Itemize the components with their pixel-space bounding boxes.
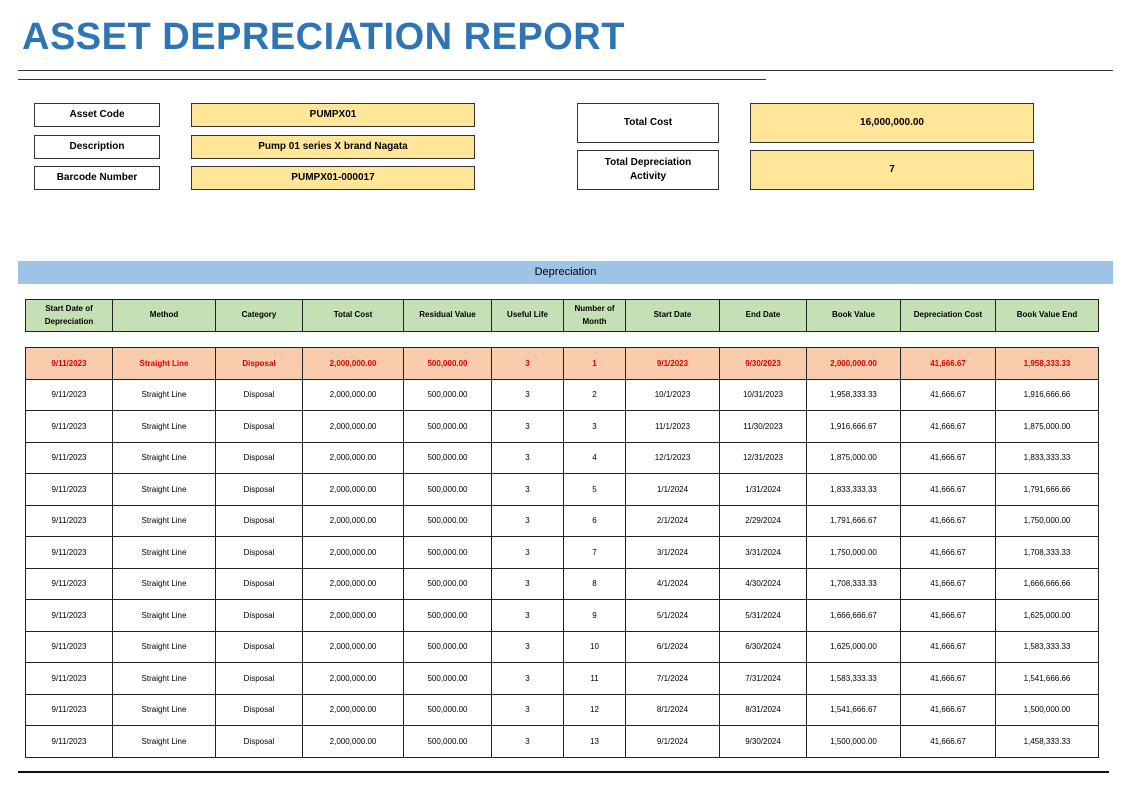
table-cell: 1,916,666.66 [996, 379, 1099, 411]
table-row [26, 537, 1099, 569]
table-cell: 2,000,000.00 [303, 505, 404, 537]
table-cell: 9/1/2024 [626, 726, 720, 758]
table-cell: 500,000.00 [404, 379, 492, 411]
table-cell: 41,666.67 [901, 411, 996, 443]
table-cell: 500,000.00 [404, 474, 492, 506]
table-cell: 2,000,000.00 [303, 379, 404, 411]
depreciation-section-header: Depreciation [18, 261, 1113, 284]
table-cell: 1,625,000.00 [807, 631, 901, 663]
table-row [26, 411, 1099, 443]
table-cell: Straight Line [113, 726, 216, 758]
table-cell: 3 [492, 442, 564, 474]
table-cell: 9/11/2023 [26, 348, 113, 380]
column-header: Book Value End [996, 300, 1099, 332]
table-cell: 9/11/2023 [26, 537, 113, 569]
table-cell: 2,000,000.00 [303, 694, 404, 726]
table-cell: Straight Line [113, 379, 216, 411]
table-cell: 1,666,666.67 [807, 600, 901, 632]
table-cell: 3 [492, 631, 564, 663]
table-cell: 6/30/2024 [720, 631, 807, 663]
table-cell: 9/11/2023 [26, 694, 113, 726]
table-cell: 500,000.00 [404, 537, 492, 569]
column-header: Start Date [626, 300, 720, 332]
table-cell: 500,000.00 [404, 442, 492, 474]
description-label: Description [34, 135, 160, 159]
total-cost-label: Total Cost [577, 103, 719, 143]
column-header: Useful Life [492, 300, 564, 332]
asset-code-value: PUMPX01 [191, 103, 475, 127]
footer-divider [18, 771, 1109, 773]
table-cell: 3 [492, 568, 564, 600]
table-header-row [26, 300, 1099, 332]
table-cell: 3 [492, 694, 564, 726]
table-cell: 3 [492, 726, 564, 758]
table-cell: 9/11/2023 [26, 474, 113, 506]
table-cell: 3/31/2024 [720, 537, 807, 569]
table-cell: 1/1/2024 [626, 474, 720, 506]
table-cell: 9/11/2023 [26, 600, 113, 632]
table-cell: Disposal [216, 631, 303, 663]
table-cell: 9/11/2023 [26, 505, 113, 537]
table-cell: 9/30/2023 [720, 348, 807, 380]
table-cell: Straight Line [113, 663, 216, 695]
table-cell: 12 [564, 694, 626, 726]
table-cell: 3 [492, 600, 564, 632]
table-cell: 1,833,333.33 [996, 442, 1099, 474]
asset-code-label: Asset Code [34, 103, 160, 127]
table-cell: 41,666.67 [901, 348, 996, 380]
column-header: End Date [720, 300, 807, 332]
table-cell: 4/30/2024 [720, 568, 807, 600]
table-cell: 41,666.67 [901, 505, 996, 537]
table-cell: 7/31/2024 [720, 663, 807, 695]
table-cell: 2,000,000.00 [303, 537, 404, 569]
table-cell: 9/11/2023 [26, 726, 113, 758]
table-row [26, 505, 1099, 537]
table-cell: 500,000.00 [404, 663, 492, 695]
table-cell: 1,583,333.33 [807, 663, 901, 695]
table-cell: 1,500,000.00 [996, 694, 1099, 726]
table-cell: 1,875,000.00 [807, 442, 901, 474]
table-cell: Straight Line [113, 568, 216, 600]
table-cell: Disposal [216, 600, 303, 632]
table-cell: Disposal [216, 411, 303, 443]
table-cell: Disposal [216, 663, 303, 695]
table-cell: 2,000,000.00 [303, 442, 404, 474]
table-cell: 2,000,000.00 [303, 600, 404, 632]
table-cell: 3/1/2024 [626, 537, 720, 569]
table-cell: 500,000.00 [404, 694, 492, 726]
table-cell: 3 [492, 505, 564, 537]
table-cell: 10/1/2023 [626, 379, 720, 411]
table-cell: 500,000.00 [404, 600, 492, 632]
table-cell: 1,541,666.67 [807, 694, 901, 726]
table-cell: 3 [492, 474, 564, 506]
table-cell: 500,000.00 [404, 631, 492, 663]
table-cell: 9/11/2023 [26, 442, 113, 474]
table-cell: 2/1/2024 [626, 505, 720, 537]
column-header: Method [113, 300, 216, 332]
table-cell: 500,000.00 [404, 411, 492, 443]
title-divider [18, 70, 1113, 71]
table-cell: 10/31/2023 [720, 379, 807, 411]
table-cell: 4/1/2024 [626, 568, 720, 600]
table-cell: 12/1/2023 [626, 442, 720, 474]
depreciation-table [25, 299, 1099, 758]
table-cell: 2,000,000.00 [303, 474, 404, 506]
table-cell: 1,875,000.00 [996, 411, 1099, 443]
table-row [26, 663, 1099, 695]
table-cell: 3 [492, 348, 564, 380]
total-depreciation-label-line1: Total Depreciation [604, 156, 692, 168]
table-cell: 3 [492, 379, 564, 411]
table-cell: 9/11/2023 [26, 379, 113, 411]
table-cell: 11/30/2023 [720, 411, 807, 443]
table-cell: Straight Line [113, 537, 216, 569]
report-title: ASSET DEPRECIATION REPORT [22, 16, 625, 58]
column-header: Depreciation Cost [901, 300, 996, 332]
table-cell: Disposal [216, 726, 303, 758]
table-cell: 1,708,333.33 [807, 568, 901, 600]
table-cell: 41,666.67 [901, 379, 996, 411]
table-cell: 9/11/2023 [26, 631, 113, 663]
table-cell: Disposal [216, 379, 303, 411]
table-cell: 500,000.00 [404, 726, 492, 758]
total-cost-value: 16,000,000.00 [750, 103, 1034, 143]
table-cell: 8 [564, 568, 626, 600]
table-cell: 41,666.67 [901, 694, 996, 726]
table-cell: 1,958,333.33 [996, 348, 1099, 380]
table-cell: Disposal [216, 568, 303, 600]
table-spacer [26, 332, 1099, 348]
table-cell: 7 [564, 537, 626, 569]
table-cell: 41,666.67 [901, 631, 996, 663]
table-row [26, 474, 1099, 506]
table-row [26, 379, 1099, 411]
table-row-highlighted [26, 348, 1099, 380]
table-cell: Disposal [216, 505, 303, 537]
table-cell: 3 [492, 537, 564, 569]
table-cell: 1,541,666.66 [996, 663, 1099, 695]
table-cell: 1,916,666.67 [807, 411, 901, 443]
table-cell: 41,666.67 [901, 474, 996, 506]
title-divider-secondary [18, 79, 766, 80]
table-cell: 1,791,666.66 [996, 474, 1099, 506]
table-cell: 1,750,000.00 [807, 537, 901, 569]
table-cell: 1,458,333.33 [996, 726, 1099, 758]
table-cell: Straight Line [113, 442, 216, 474]
table-row [26, 726, 1099, 758]
table-cell: 2,000,000.00 [303, 568, 404, 600]
table-cell: 2,000,000.00 [303, 631, 404, 663]
table-cell: 1,750,000.00 [996, 505, 1099, 537]
table-cell: 5/1/2024 [626, 600, 720, 632]
table-cell: 5 [564, 474, 626, 506]
table-cell: 41,666.67 [901, 537, 996, 569]
table-cell: 1,791,666.67 [807, 505, 901, 537]
table-cell: 1,833,333.33 [807, 474, 901, 506]
table-cell: 2/29/2024 [720, 505, 807, 537]
table-row [26, 694, 1099, 726]
table-cell: 2,000,000.00 [303, 411, 404, 443]
total-depreciation-label-line2: Activity [629, 171, 667, 182]
table-cell: 6/1/2024 [626, 631, 720, 663]
column-header: Number of Month [564, 300, 626, 332]
table-cell: Disposal [216, 694, 303, 726]
table-cell: 6 [564, 505, 626, 537]
table-cell: Straight Line [113, 600, 216, 632]
column-header: Start Date of Depreciation [26, 300, 113, 332]
total-depreciation-value: 7 [750, 150, 1034, 190]
table-row [26, 568, 1099, 600]
table-cell: 2,000,000.00 [303, 663, 404, 695]
column-header: Total Cost [303, 300, 404, 332]
table-cell: 13 [564, 726, 626, 758]
total-depreciation-label [577, 150, 719, 190]
table-row [26, 631, 1099, 663]
table-cell: 41,666.67 [901, 600, 996, 632]
table-cell: 1,500,000.00 [807, 726, 901, 758]
table-cell: 3 [492, 411, 564, 443]
table-cell: Straight Line [113, 505, 216, 537]
table-cell: 41,666.67 [901, 568, 996, 600]
table-cell: 1,708,333.33 [996, 537, 1099, 569]
table-cell: 8/31/2024 [720, 694, 807, 726]
barcode-label: Barcode Number [34, 166, 160, 190]
table-cell: 9/1/2023 [626, 348, 720, 380]
table-cell: 2,000,000.00 [303, 726, 404, 758]
column-header: Book Value [807, 300, 901, 332]
table-cell: 1 [564, 348, 626, 380]
table-cell: 1,958,333.33 [807, 379, 901, 411]
table-cell: 1,583,333.33 [996, 631, 1099, 663]
table-cell: 41,666.67 [901, 442, 996, 474]
table-cell: 9/11/2023 [26, 568, 113, 600]
column-header: Residual Value [404, 300, 492, 332]
table-cell: 9 [564, 600, 626, 632]
table-cell: 41,666.67 [901, 663, 996, 695]
table-row [26, 442, 1099, 474]
table-cell: 1/31/2024 [720, 474, 807, 506]
table-cell: 4 [564, 442, 626, 474]
table-cell: Disposal [216, 537, 303, 569]
table-cell: 2 [564, 379, 626, 411]
table-cell: 8/1/2024 [626, 694, 720, 726]
table-cell: 2,000,000.00 [807, 348, 901, 380]
table-cell: 7/1/2024 [626, 663, 720, 695]
table-cell: Disposal [216, 442, 303, 474]
table-cell: 9/11/2023 [26, 411, 113, 443]
table-cell: 9/11/2023 [26, 663, 113, 695]
table-cell: Straight Line [113, 694, 216, 726]
table-cell: 3 [492, 663, 564, 695]
table-cell: Straight Line [113, 474, 216, 506]
barcode-value: PUMPX01-000017 [191, 166, 475, 190]
table-cell: Straight Line [113, 631, 216, 663]
table-cell: 1,625,000.00 [996, 600, 1099, 632]
table-cell: 11/1/2023 [626, 411, 720, 443]
table-cell: 500,000.00 [404, 505, 492, 537]
description-value: Pump 01 series X brand Nagata [191, 135, 475, 159]
table-cell: Straight Line [113, 348, 216, 380]
table-cell: Disposal [216, 348, 303, 380]
table-cell: Straight Line [113, 411, 216, 443]
table-cell: 2,000,000.00 [303, 348, 404, 380]
table-cell: 3 [564, 411, 626, 443]
table-cell: 5/31/2024 [720, 600, 807, 632]
table-cell: 500,000.00 [404, 348, 492, 380]
table-row [26, 600, 1099, 632]
table-cell: 12/31/2023 [720, 442, 807, 474]
table-cell: 11 [564, 663, 626, 695]
table-cell: 10 [564, 631, 626, 663]
table-cell: Disposal [216, 474, 303, 506]
table-cell: 1,666,666.66 [996, 568, 1099, 600]
table-cell: 41,666.67 [901, 726, 996, 758]
table-cell: 500,000.00 [404, 568, 492, 600]
column-header: Category [216, 300, 303, 332]
table-cell: 9/30/2024 [720, 726, 807, 758]
